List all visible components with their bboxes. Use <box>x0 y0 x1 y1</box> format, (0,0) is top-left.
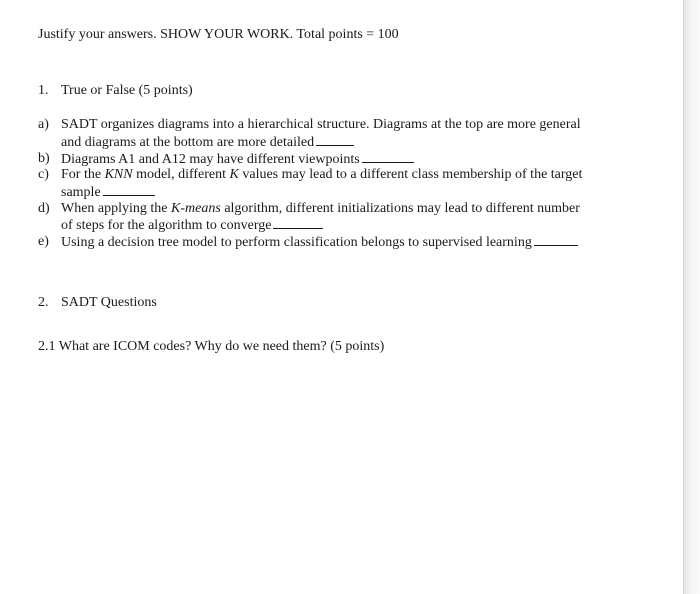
item-c-knn-italic: KNN <box>104 167 133 182</box>
item-a-line1: SADT organizes diagrams into a hierarchical structure. Diagrams at the top are more general <box>61 117 581 132</box>
question-2-1: 2.1 What are ICOM codes? Why do we need them? (5 points) <box>38 339 385 354</box>
item-c-answer-blank[interactable] <box>103 183 155 196</box>
page-edge-shadow <box>683 0 700 594</box>
question-2-title: SADT Questions <box>61 295 157 310</box>
item-c-line2 <box>61 183 155 201</box>
item-a-line2 <box>61 133 354 151</box>
question-1-title: True or False (5 points) <box>61 83 193 98</box>
item-a-line2-text: and diagrams at the bottom are more detailed <box>61 135 315 150</box>
item-a-answer-blank[interactable] <box>316 133 354 146</box>
item-c-text-suffix: values may lead to a different class membership of the target <box>238 167 583 182</box>
item-e-text: Using a decision tree model to perform classification belongs to supervised learning <box>61 235 532 250</box>
item-c-line2-text: sample <box>61 185 101 200</box>
item-b-label: b) <box>38 151 50 166</box>
item-d-text-suffix: algorithm, different initializations may lead to different number <box>220 201 580 216</box>
item-d-line2 <box>61 216 323 234</box>
question-1-number: 1. <box>38 83 49 98</box>
item-c-label: c) <box>38 167 49 182</box>
item-c-line1 <box>61 166 582 183</box>
item-d-line1 <box>61 200 580 217</box>
item-a-label: a) <box>38 117 49 132</box>
item-d-text-prefix: When applying the <box>61 201 172 216</box>
item-d-line2-text: of steps for the algorithm to converge <box>61 218 272 233</box>
item-b-answer-blank[interactable] <box>362 150 414 163</box>
item-e-label: e) <box>38 234 49 249</box>
item-d-kmeans-italic: K-means <box>171 201 221 216</box>
item-e-line1 <box>61 233 578 251</box>
item-b-text: Diagrams A1 and A12 may have different viewpoints <box>61 152 360 167</box>
instructions-header: Justify your answers. SHOW YOUR WORK. Total points = 100 <box>38 27 399 42</box>
question-2-number: 2. <box>38 295 49 310</box>
item-d-answer-blank[interactable] <box>273 216 323 229</box>
question-1-heading <box>38 82 193 99</box>
item-c-text-prefix: For the <box>61 167 105 182</box>
item-c-text-middle: model, different <box>132 167 230 182</box>
item-c-k-italic: K <box>229 167 239 182</box>
item-d-label: d) <box>38 201 50 216</box>
question-2-heading <box>38 294 157 311</box>
item-e-answer-blank[interactable] <box>534 233 578 246</box>
